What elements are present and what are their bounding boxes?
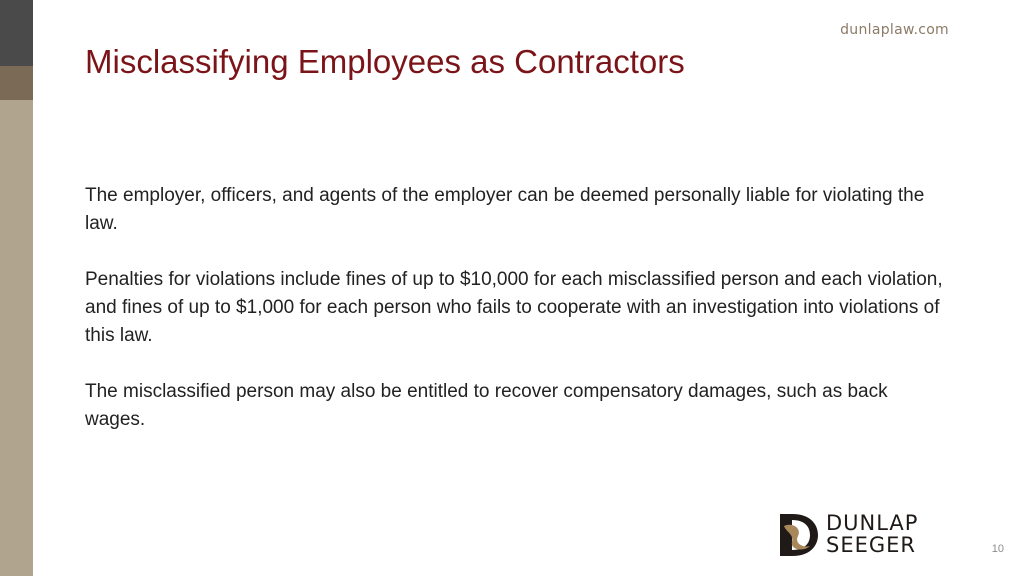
logo-line-seeger: SEEGER [826,533,916,557]
side-bar-brown [0,66,33,100]
paragraph-liability: The employer, officers, and agents of the employer can be deemed personally liable for violating the law. [85,185,925,234]
logo-text [826,512,918,556]
slide-title: Misclassifying Employees as Contractors [85,43,685,80]
logo-mark-icon [778,512,818,558]
side-bar-tan [0,100,33,576]
dunlap-seeger-logo [778,512,956,558]
paragraph-penalties: Penalties for violations include fines of up to $10,000 for each misclassified person and each violation, and fines of up to $1,000 for each person who fails to cooperate with an investigation into violations of this law. [85,269,943,346]
slide-body [85,182,945,462]
page-number: 10 [991,543,1004,555]
side-bar-dark [0,0,33,66]
site-url: dunlaplaw.com [840,22,949,38]
logo-line-dunlap: DUNLAP [826,511,919,535]
paragraph-damages: The misclassified person may also be entitled to recover compensatory damages, such as back wages. [85,381,888,430]
